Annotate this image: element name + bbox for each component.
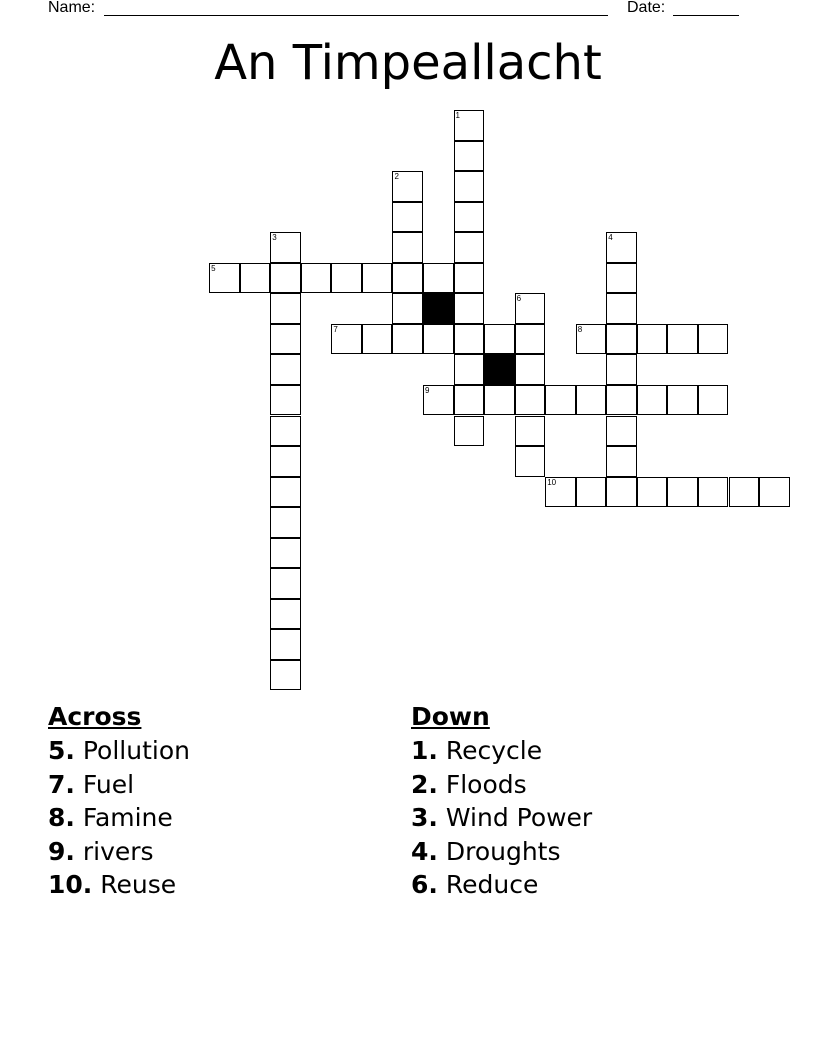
grid-cell[interactable] <box>515 416 546 447</box>
grid-cell[interactable] <box>576 385 607 416</box>
clue-number: 1 <box>455 111 460 120</box>
clue-number: 6 <box>516 294 522 304</box>
grid-cell[interactable] <box>392 171 423 202</box>
grid-cell[interactable] <box>392 202 423 233</box>
grid-cell[interactable] <box>423 385 454 416</box>
clue-num: 8. <box>48 803 75 832</box>
across-clue <box>48 768 190 802</box>
grid-cell[interactable] <box>759 477 790 508</box>
clue-num: 3. <box>411 803 438 832</box>
grid-cell[interactable] <box>637 324 668 355</box>
grid-cell[interactable] <box>270 568 301 599</box>
grid-cell[interactable] <box>667 477 698 508</box>
grid-cell[interactable] <box>270 629 301 660</box>
clue-number: 7 <box>333 324 338 334</box>
clue-text: Reduce <box>437 870 539 899</box>
clue-text: Fuel <box>74 769 135 799</box>
puzzle-title: An Timpeallacht <box>214 35 602 91</box>
clue-num: 9. <box>48 836 75 866</box>
grid-cell[interactable] <box>454 354 485 385</box>
grid-cell[interactable] <box>270 263 301 294</box>
grid-cell[interactable] <box>515 324 546 355</box>
grid-cell[interactable] <box>729 477 760 508</box>
clue-num: 5. <box>48 736 75 765</box>
grid-cell[interactable] <box>576 477 607 508</box>
grid-cell[interactable] <box>392 324 423 355</box>
grid-cell[interactable] <box>301 263 332 294</box>
grid-cell[interactable] <box>270 354 301 385</box>
down-heading: Down <box>411 702 490 731</box>
grid-cell[interactable] <box>667 324 698 355</box>
clue-num: 10. <box>48 870 93 899</box>
grid-cell[interactable] <box>698 385 729 416</box>
grid-cell[interactable] <box>362 324 393 355</box>
across-clue <box>48 734 190 768</box>
black-cell <box>423 293 454 324</box>
clue-num: 1. <box>411 736 438 765</box>
clue-number: 8 <box>577 324 583 334</box>
grid-cell[interactable] <box>270 416 301 447</box>
grid-cell[interactable] <box>515 354 546 385</box>
grid-cell[interactable] <box>606 232 637 263</box>
grid-cell[interactable] <box>270 293 301 324</box>
clue-num: 6. <box>411 870 438 899</box>
down-clues <box>411 700 592 902</box>
clue-num: 7. <box>48 769 75 799</box>
clue-num: 4. <box>411 836 438 866</box>
clue-number: 10 <box>547 477 557 487</box>
across-clue-list <box>48 734 190 902</box>
grid-cell[interactable] <box>606 263 637 294</box>
grid-cell[interactable] <box>270 538 301 569</box>
grid-cell[interactable] <box>270 477 301 508</box>
grid-cell[interactable] <box>454 232 485 263</box>
grid-cell[interactable] <box>454 263 485 294</box>
clue-text: Recycle <box>437 736 543 765</box>
grid-cell[interactable] <box>270 507 301 538</box>
grid-cell[interactable] <box>270 232 301 263</box>
clue-number: 2 <box>394 172 399 182</box>
grid-cell[interactable] <box>454 416 485 447</box>
down-clue <box>411 768 592 802</box>
grid-cell[interactable] <box>209 263 240 294</box>
across-clue <box>48 835 190 869</box>
grid-cell[interactable] <box>270 599 301 630</box>
grid-cell[interactable] <box>392 263 423 294</box>
across-clue <box>48 801 190 835</box>
grid-cell[interactable] <box>606 446 637 477</box>
down-clue <box>411 835 592 869</box>
grid-cell[interactable] <box>270 660 301 691</box>
grid-cell[interactable] <box>606 354 637 385</box>
grid-cell[interactable] <box>392 293 423 324</box>
grid-cell[interactable] <box>270 324 301 355</box>
grid-cell[interactable] <box>454 202 485 233</box>
grid-cell[interactable] <box>606 477 637 508</box>
grid-cell[interactable] <box>454 293 485 324</box>
grid-cell[interactable] <box>270 385 301 416</box>
grid-cell[interactable] <box>606 416 637 447</box>
across-heading: Across <box>48 702 142 731</box>
grid-cell[interactable] <box>484 324 515 355</box>
clue-number: 9 <box>425 385 430 395</box>
grid-cell[interactable] <box>606 293 637 324</box>
name-label: Name: <box>48 0 96 16</box>
grid-cell[interactable] <box>576 324 607 355</box>
down-clue <box>411 734 592 768</box>
grid-cell[interactable] <box>606 324 637 355</box>
down-clue-list <box>411 734 592 902</box>
grid-cell[interactable] <box>515 446 546 477</box>
grid-cell[interactable] <box>392 232 423 263</box>
black-cell <box>484 354 515 385</box>
grid-cell[interactable] <box>454 385 485 416</box>
grid-cell[interactable] <box>454 171 485 202</box>
clue-text: Floods <box>437 769 527 799</box>
grid-cell[interactable] <box>698 477 729 508</box>
grid-cell[interactable] <box>515 385 546 416</box>
date-label: Date: <box>627 0 666 16</box>
grid-cell[interactable] <box>698 324 729 355</box>
grid-cell[interactable] <box>240 263 271 294</box>
grid-cell[interactable] <box>454 324 485 355</box>
grid-cell[interactable] <box>454 141 485 172</box>
clue-text: Droughts <box>437 836 561 866</box>
grid-cell[interactable] <box>545 385 576 416</box>
across-clues <box>48 700 190 902</box>
clue-num: 2. <box>411 769 438 799</box>
grid-cell[interactable] <box>637 385 668 416</box>
grid-cell[interactable] <box>331 263 362 294</box>
grid-cell[interactable] <box>423 324 454 355</box>
down-clue <box>411 801 592 835</box>
grid-cell[interactable] <box>362 263 393 294</box>
grid-cell[interactable] <box>637 477 668 508</box>
grid-cell[interactable] <box>667 385 698 416</box>
grid-cell[interactable] <box>484 385 515 416</box>
clue-text: Famine <box>74 803 173 832</box>
grid-cell[interactable] <box>454 110 485 141</box>
across-clue <box>48 868 190 902</box>
clue-text: Reuse <box>92 870 177 899</box>
clue-number: 4 <box>608 233 613 243</box>
grid-cell[interactable] <box>423 263 454 294</box>
clue-number: 5 <box>211 263 216 273</box>
clue-number: 3 <box>272 233 277 243</box>
grid-cell[interactable] <box>606 385 637 416</box>
down-clue <box>411 868 592 902</box>
grid-cell[interactable] <box>331 324 362 355</box>
grid-cell[interactable] <box>270 446 301 477</box>
clue-text: Pollution <box>74 736 190 765</box>
grid-cell[interactable] <box>515 293 546 324</box>
clue-text: rivers <box>74 836 154 866</box>
clue-text: Wind Power <box>437 803 593 832</box>
grid-cell[interactable] <box>545 477 576 508</box>
